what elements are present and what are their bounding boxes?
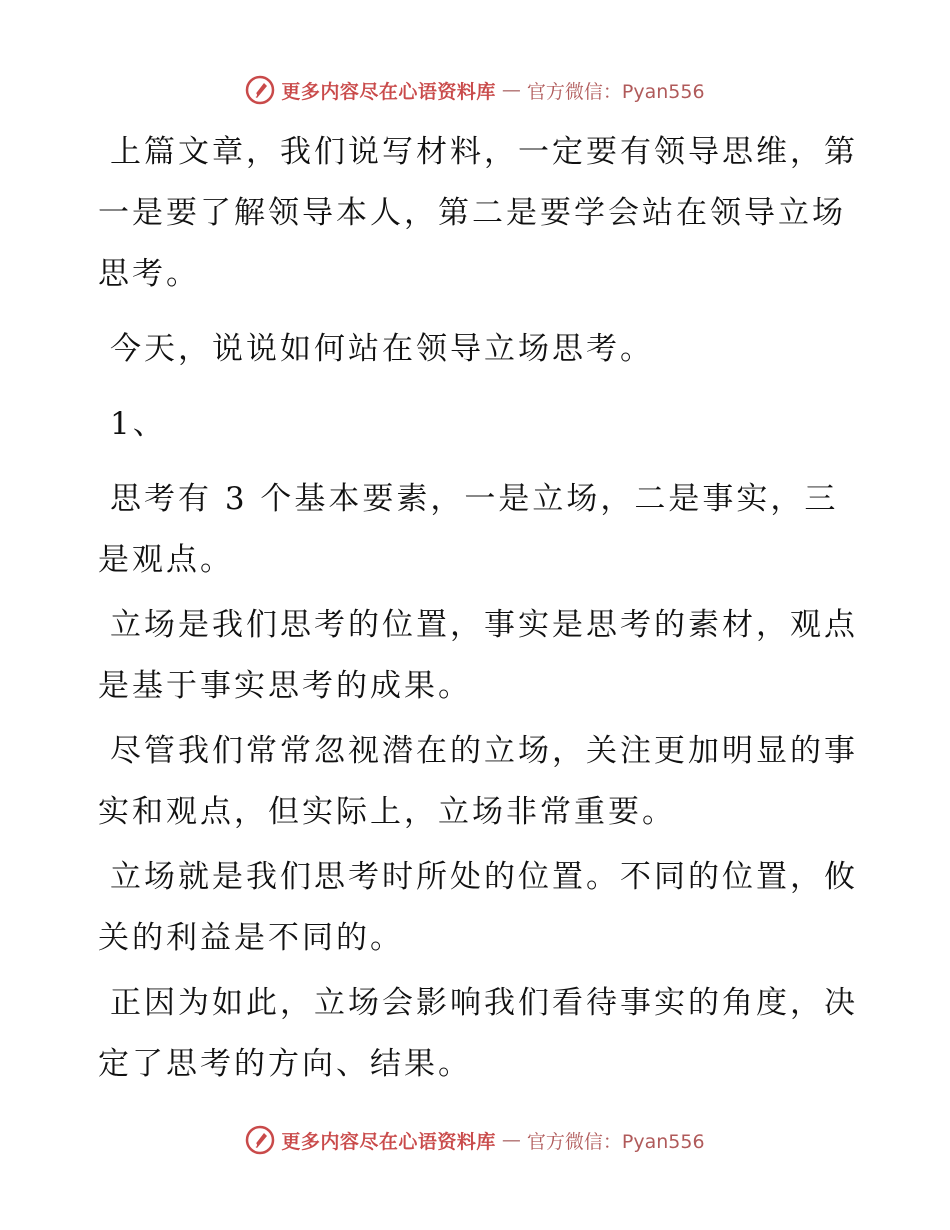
paragraph-2: 今天，说说如何站在领导立场思考。 [110,331,654,367]
header-banner-separator: — [501,79,521,101]
paragraph-5: 尽管我们常常忽视潜在的立场，关注更加明显的事实和观点，但实际上，立场非常重要。 [98,733,858,830]
pen-nib-logo-icon [245,75,275,105]
paragraph-4: 立场是我们思考的位置，事实是思考的素材，观点是基于事实思考的成果。 [98,607,858,704]
paragraph-7: 正因为如此，立场会影响我们看待事实的角度，决定了思考的方向、结果。 [98,985,858,1082]
paragraph-6: 立场就是我们思考时所处的位置。不同的位置，攸关的利益是不同的。 [98,859,858,956]
footer-wechat-text: 官方微信：Pyan556 [526,1130,705,1153]
footer-banner-separator: — [501,1129,521,1151]
document-body [98,122,858,1099]
header-banner-text: 更多内容尽在心语资料库 [281,80,496,103]
footer-banner-text: 更多内容尽在心语资料库 [281,1130,496,1153]
paragraph-3: 思考有 3 个基本要素，一是立场，二是事实，三是观点。 [98,481,839,578]
paragraph-1: 上篇文章，我们说写材料，一定要有领导思维，第一是要了解领导本人，第二是要学会站在领导立场思考。 [98,134,858,292]
header-banner [0,70,950,110]
section-number: 1、 [110,406,167,442]
pen-nib-logo-icon [245,1125,275,1155]
header-wechat-text: 官方微信：Pyan556 [526,80,705,103]
footer-banner [0,1120,950,1160]
